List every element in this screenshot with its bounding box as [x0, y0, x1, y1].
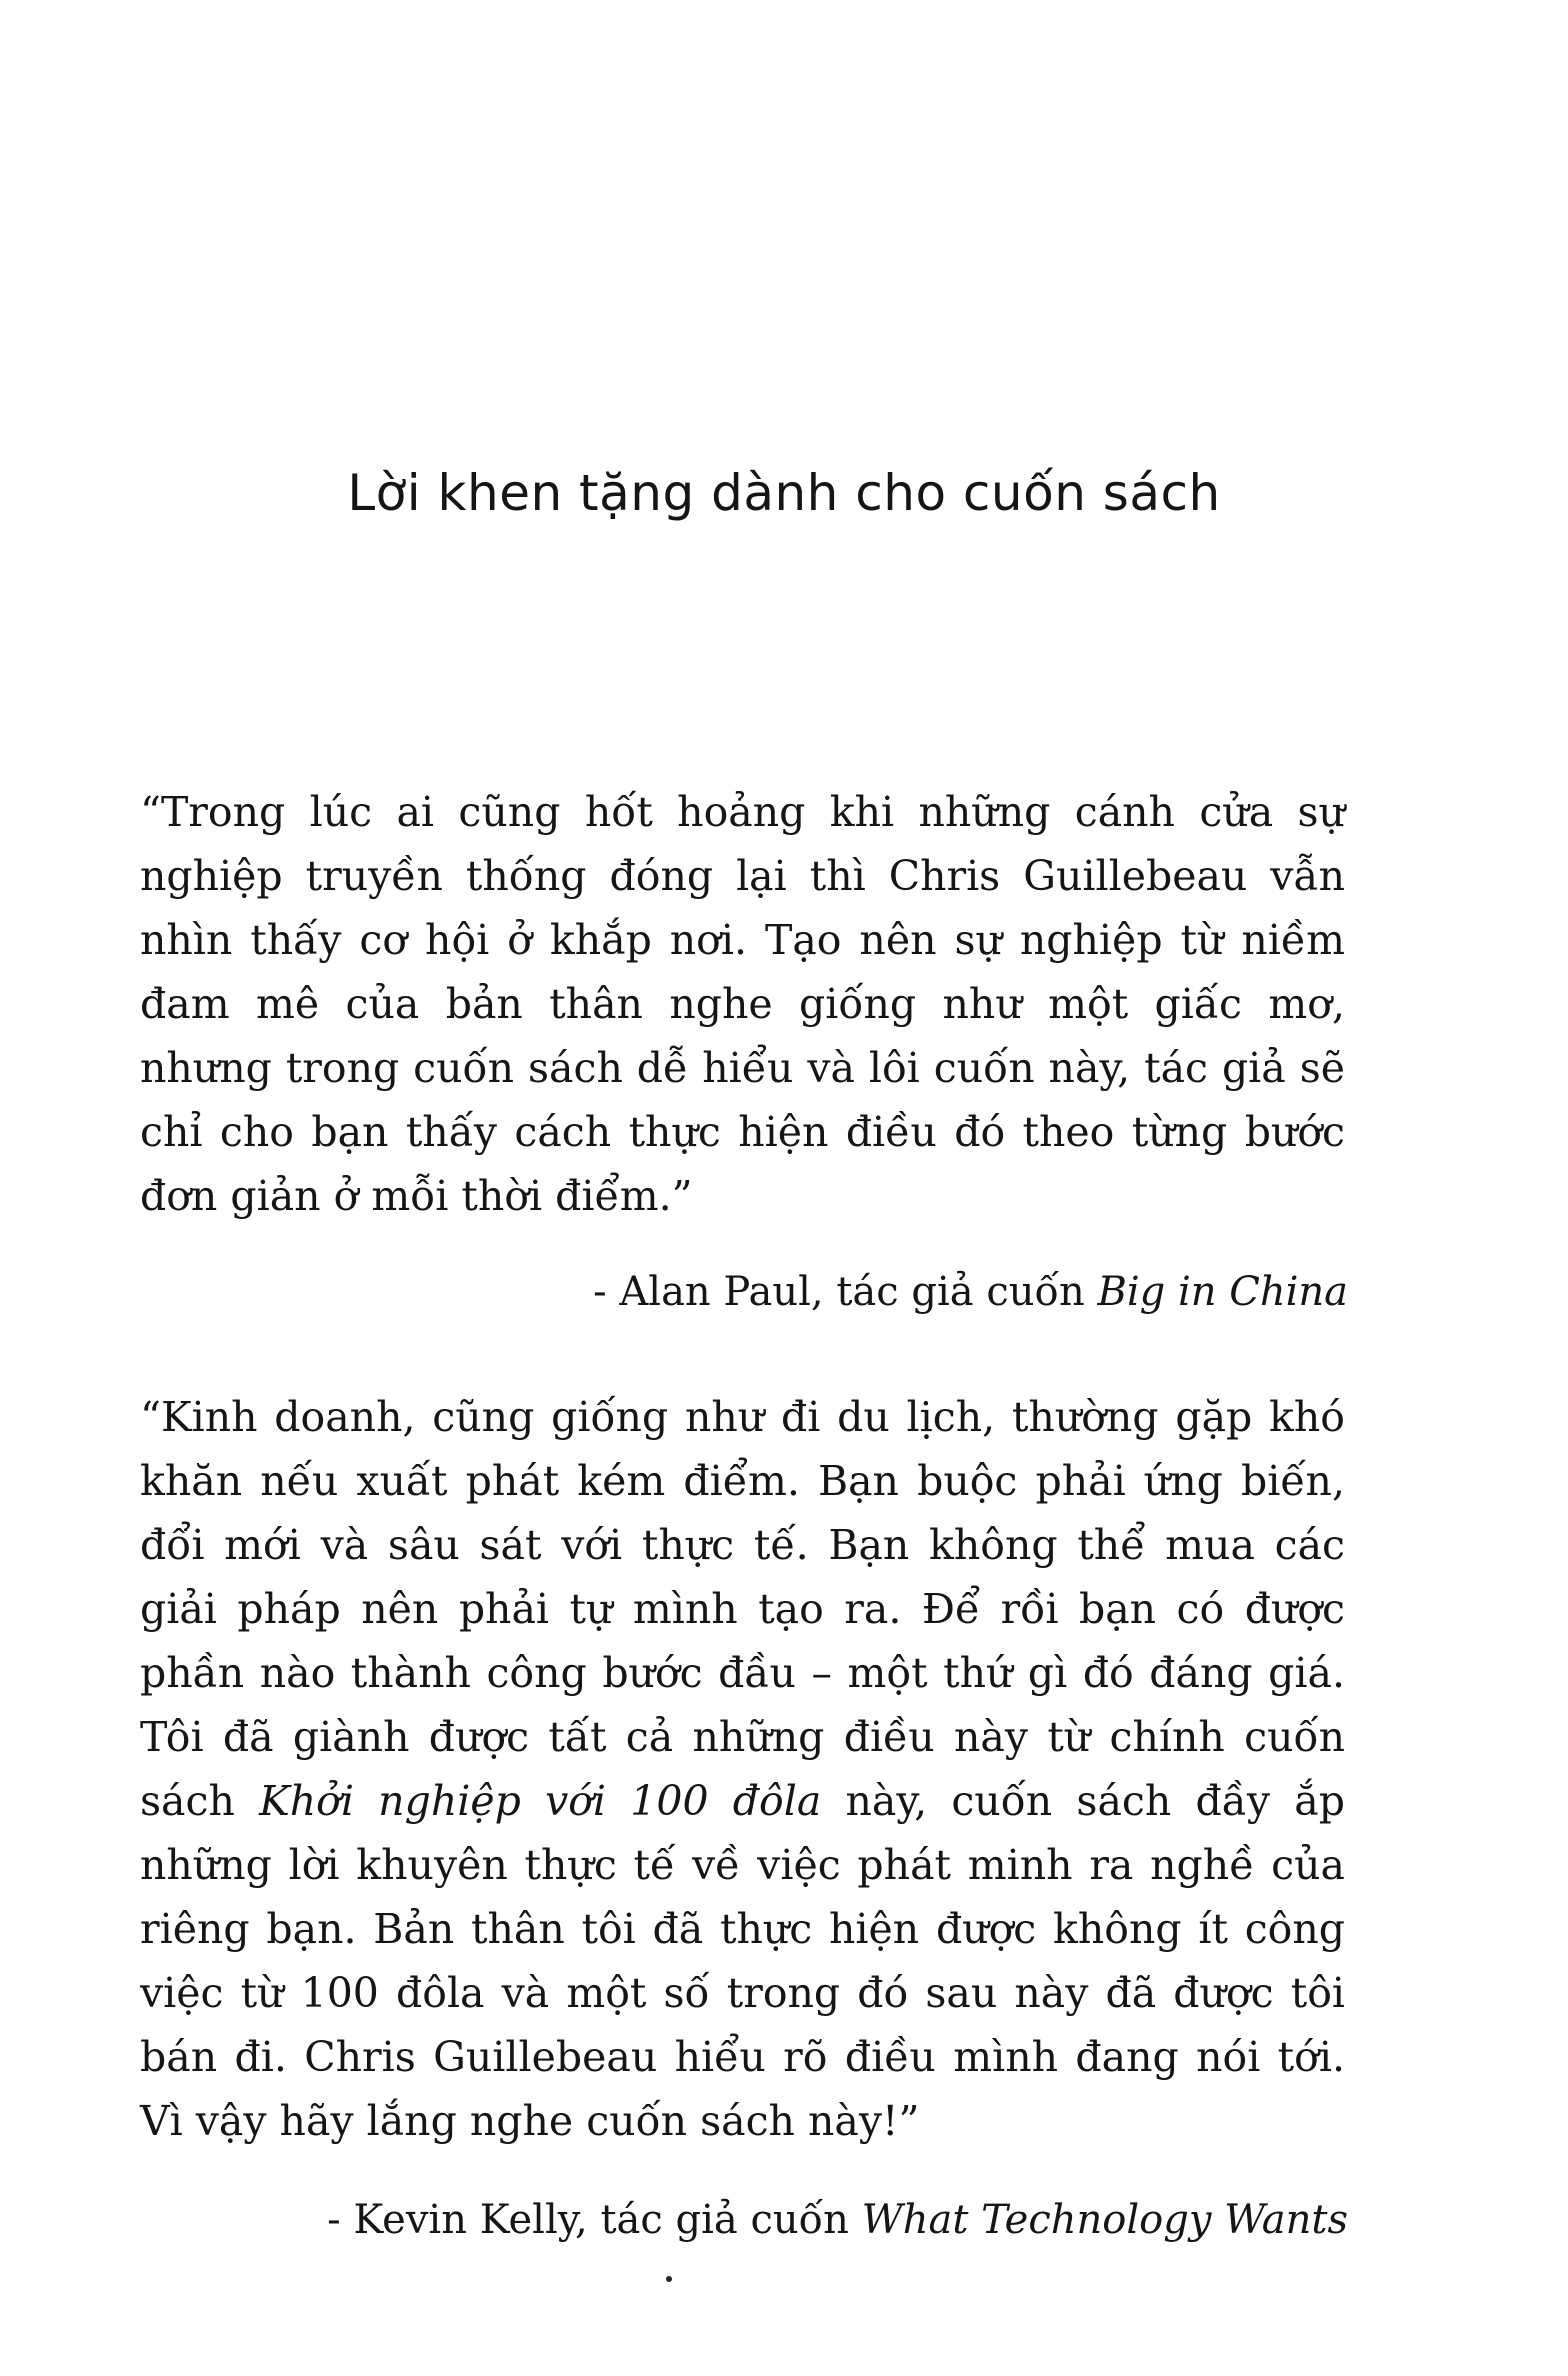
attribution-alan-paul: [593, 1262, 1348, 1322]
quote-book-title: Khởi nghiệp với 100 đôla: [259, 1777, 822, 1825]
attribution-book-title: What Technology Wants: [861, 2197, 1348, 2243]
attribution-kevin-kelly: [327, 2190, 1348, 2250]
quote-text-end: này, cuốn sách đầy ắp những lời khuyên thực tế về việc phát minh ra nghề của riêng bạn. Bản thân tôi đã thực hiện được không ít công việc từ 100 đôla và một số trong đó sau này đã được tôi bán đi. Chris Guillebeau hiểu rõ điều mình đang nói tới. Vì vậy hãy lắng nghe cuốn sách này!”: [140, 1777, 1345, 2145]
attribution-author: - Alan Paul, tác giả cuốn: [593, 1269, 1098, 1315]
quote-text: “Trong lúc ai cũng hốt hoảng khi những cánh cửa sự nghiệp truyền thống đóng lại thì Chris Guillebeau vẫn nhìn thấy cơ hội ở khắp nơi. Tạo nên sự nghiệp từ niềm đam mê của bản thân nghe giống như một giấc mơ, nhưng trong cuốn sách dễ hiểu và lôi cuốn này, tác giả sẽ chỉ cho bạn thấy cách thực hiện điều đó theo từng bước đơn giản ở mỗi thời điểm.”: [140, 788, 1345, 1220]
attribution-author: - Kevin Kelly, tác giả cuốn: [327, 2197, 862, 2243]
page-speck: [666, 2276, 672, 2282]
quote-text-start: “Kinh doanh, cũng giống như đi du lịch, thường gặp khó khăn nếu xuất phát kém điểm. Bạn buộc phải ứng biến, đổi mới và sâu sát với thực tế. Bạn không thể mua các giải pháp nên phải tự mình tạo ra. Để rồi bạn có được phần nào thành công bước đầu – một thứ gì đó đáng giá. Tôi đã giành được tất cả những điều này từ chính cuốn sách: [140, 1393, 1345, 1825]
page-title: Lời khen tặng dành cho cuốn sách: [347, 463, 1221, 522]
quote-alan-paul: [140, 780, 1345, 1228]
attribution-book-title: Big in China: [1097, 1269, 1348, 1315]
quote-kevin-kelly: [140, 1385, 1345, 2153]
